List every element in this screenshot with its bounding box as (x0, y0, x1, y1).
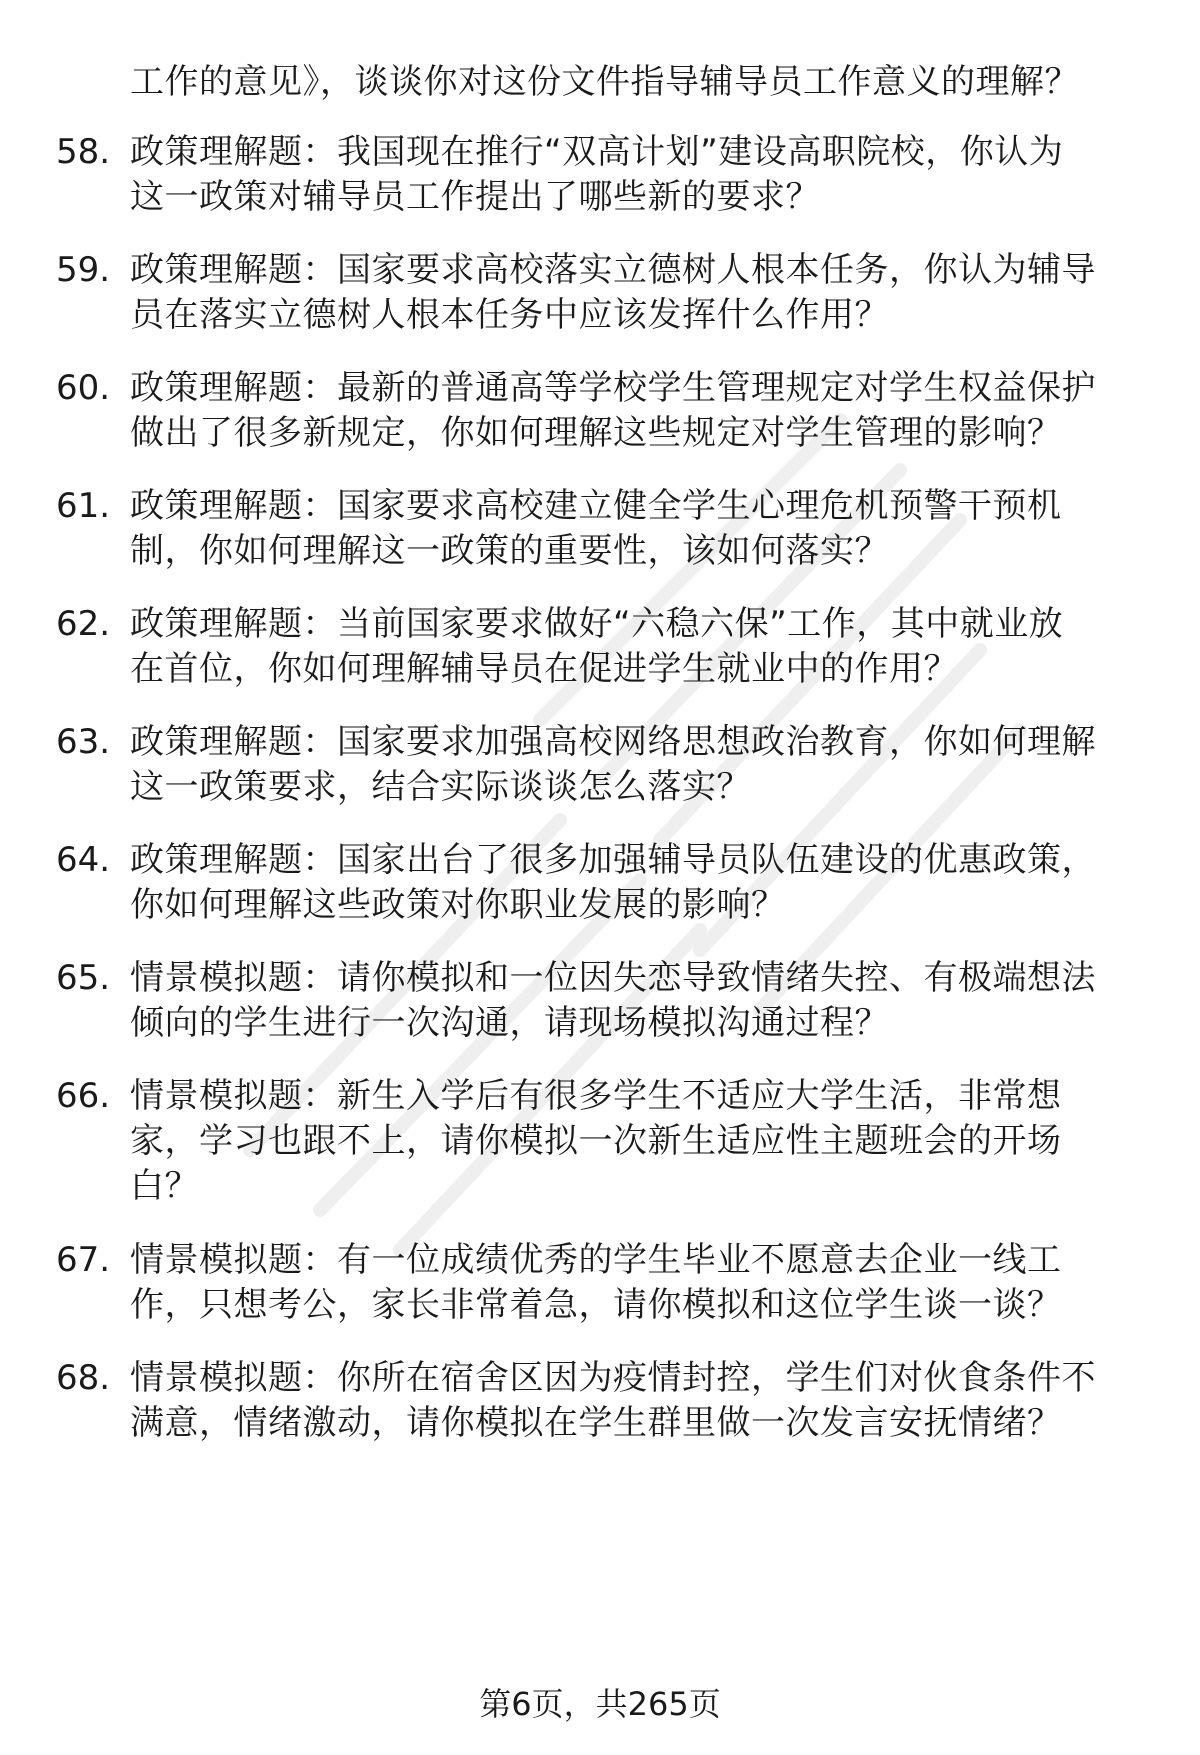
item-text-line: 在首位，你如何理解辅导员在促进学生就业中的作用？ (130, 649, 958, 689)
item-text-line: 制，你如何理解这一政策的重要性，该如何落实？ (130, 531, 889, 571)
item-number: 64. (56, 840, 111, 880)
item-text-line: 政策理解题：国家要求加强高校网络思想政治教育，你如何理解 (130, 722, 1096, 762)
item-number: 58. (56, 132, 111, 172)
item-text-line: 倾向的学生进行一次沟通，请现场模拟沟通过程？ (130, 1003, 889, 1043)
item-text-line: 政策理解题：国家要求高校建立健全学生心理危机预警干预机 (130, 486, 1062, 526)
item-number: 65. (56, 958, 111, 998)
item-text-line: 满意，情绪激动，请你模拟在学生群里做一次发言安抚情绪？ (130, 1403, 1062, 1443)
item-text-line: 政策理解题：我国现在推行“双高计划”建设高职院校，你认为 (130, 132, 1064, 172)
item-number: 59. (56, 250, 111, 290)
item-text-line: 政策理解题：最新的普通高等学校学生管理规定对学生权益保护 (130, 368, 1096, 408)
page-footer: 第6页，共265页 (479, 1685, 721, 1723)
item-text-line: 你如何理解这些政策对你职业发展的影响？ (130, 885, 786, 925)
item-text-line: 作，只想考公，家长非常着急，请你模拟和这位学生谈一谈？ (130, 1285, 1062, 1325)
item-text-line: 情景模拟题：你所在宿舍区因为疫情封控，学生们对伙食条件不 (130, 1358, 1096, 1398)
item-text-line: 政策理解题：国家出台了很多加强辅导员队伍建设的优惠政策， (130, 840, 1096, 880)
item-number: 66. (56, 1076, 111, 1116)
item-number: 62. (56, 604, 111, 644)
item-text-line: 做出了很多新规定，你如何理解这些规定对学生管理的影响？ (130, 413, 1062, 453)
item-number: 68. (56, 1358, 111, 1398)
item-text-line: 白？ (130, 1166, 199, 1206)
item-number: 67. (56, 1240, 111, 1280)
item-text-line: 家，学习也跟不上，请你模拟一次新生适应性主题班会的开场 (130, 1121, 1062, 1161)
item-number: 60. (56, 368, 111, 408)
item-text-line: 情景模拟题：有一位成绩优秀的学生毕业不愿意去企业一线工 (130, 1240, 1062, 1280)
item-text-line: 政策理解题：国家要求高校落实立德树人根本任务，你认为辅导 (130, 250, 1096, 290)
item-text-line: 情景模拟题：请你模拟和一位因失恋导致情绪失控、有极端想法 (130, 958, 1096, 998)
intro-line: 工作的意见》，谈谈你对这份文件指导辅导员工作意义的理解？ (130, 62, 1079, 102)
item-text-line: 这一政策对辅导员工作提出了哪些新的要求？ (130, 177, 820, 217)
item-number: 61. (56, 486, 111, 526)
item-text-line: 这一政策要求，结合实际谈谈怎么落实？ (130, 767, 751, 807)
item-text-line: 政策理解题：当前国家要求做好“六稳六保”工作，其中就业放 (130, 604, 1064, 644)
item-text-line: 情景模拟题：新生入学后有很多学生不适应大学生活，非常想 (130, 1076, 1062, 1116)
item-text-line: 员在落实立德树人根本任务中应该发挥什么作用？ (130, 295, 889, 335)
item-number: 63. (56, 722, 111, 762)
